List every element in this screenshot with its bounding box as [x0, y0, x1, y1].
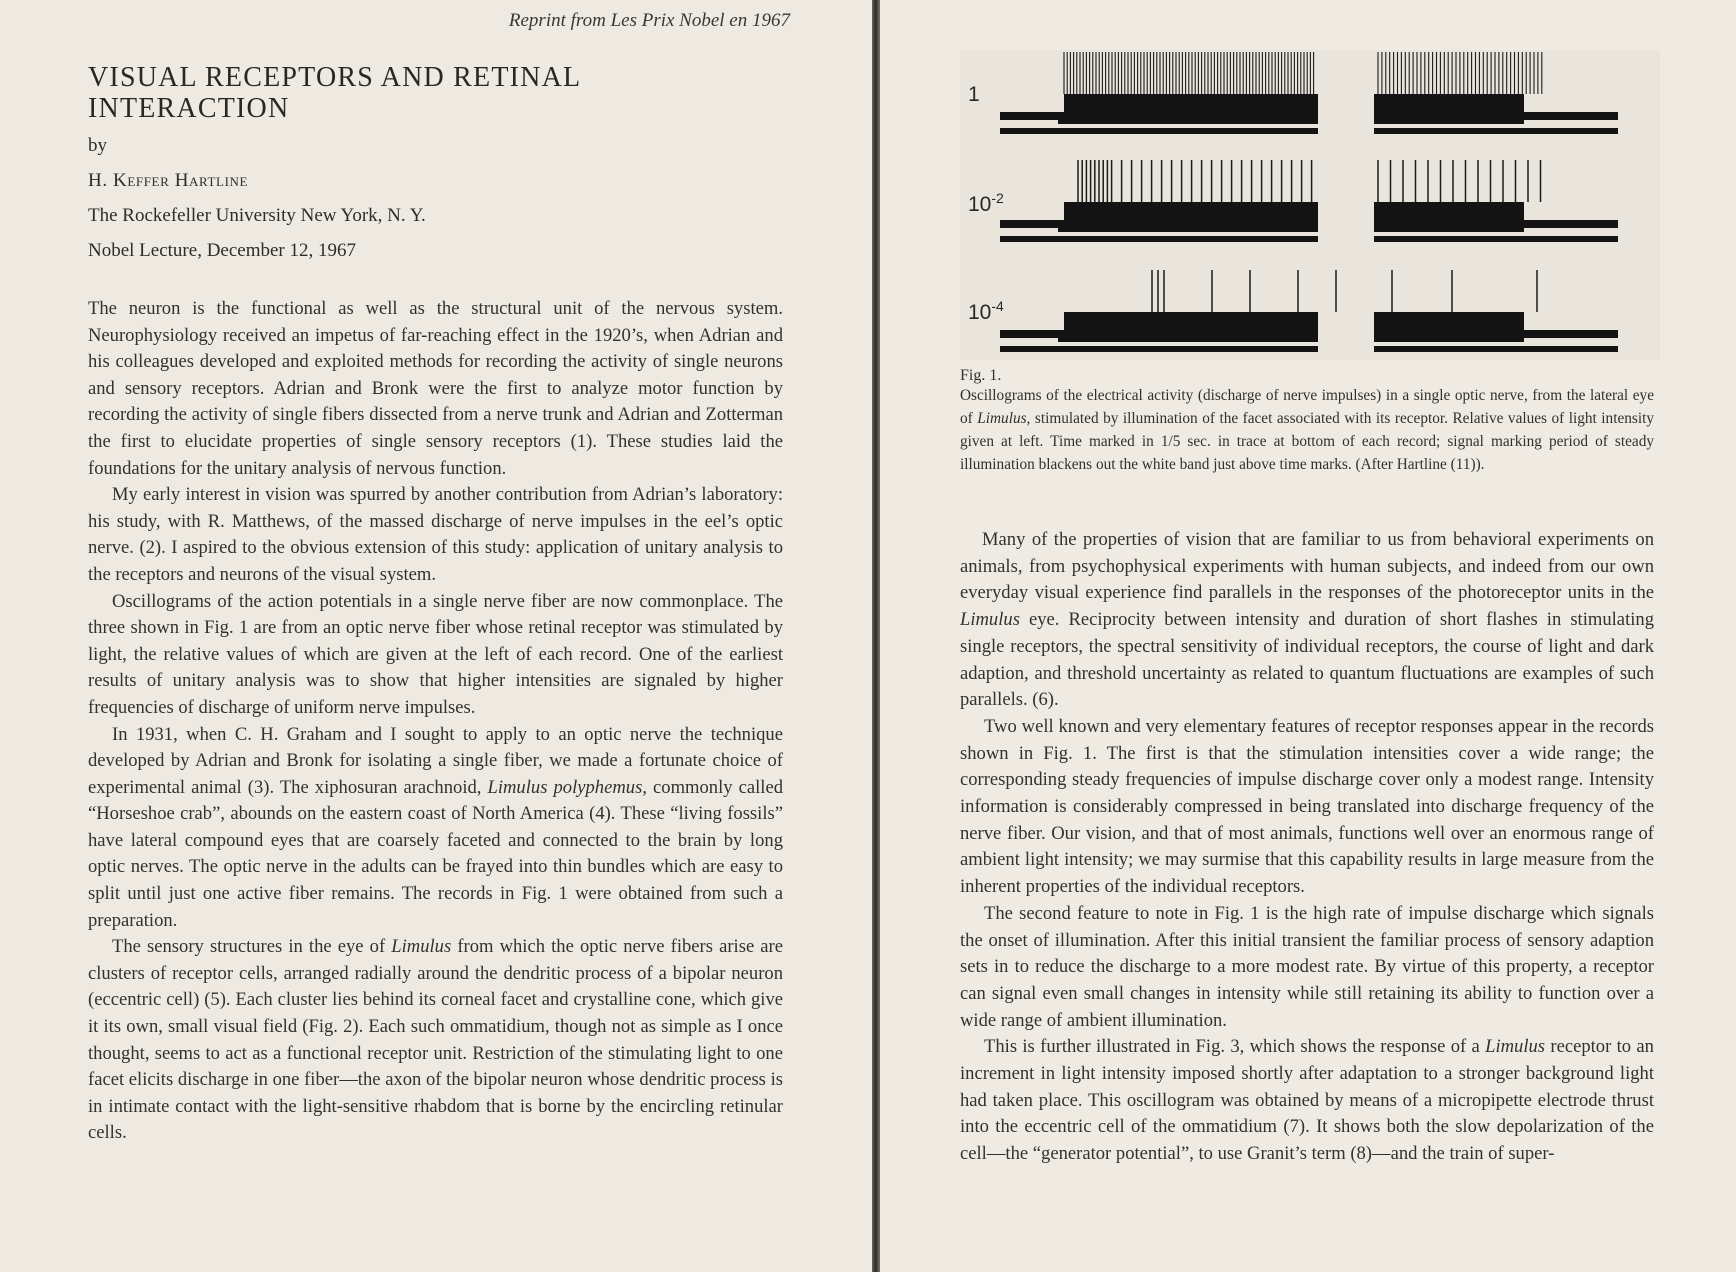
time-mark-band	[1000, 346, 1318, 352]
text-run: stimulated by illumination of the facet associated with its receptor. Relative values of light intensity given at left. Time marked in 1/5 sec. in trace at bottom of each record; signal marking period of steady illumination blackens out the white band just above time marks. (After Hartline (11)).	[960, 410, 1654, 473]
illumination-band	[1374, 312, 1524, 342]
time-mark-band	[1000, 128, 1318, 134]
gap-band	[1520, 338, 1618, 342]
paragraph: My early interest in vision was spurred by another contribution from Adrian’s laboratory: his study, with R. Matthews, of the massed discharge of nerve impulses in the eel’s optic nerve. (2). I aspired to the obvious extension of this study: application of unitary analysis to the receptors and neurons of the visual system.	[88, 484, 783, 585]
text-run: eye. Reciprocity between intensity and duration of short flashes in stimulating single receptors, the spectral sensitivity of individual receptors, the course of light and dark adaption, and threshold uncertainty as related to quantum fluctuations are examples of such parallels. (6).	[960, 609, 1654, 711]
oscillogram-figure	[960, 50, 1660, 360]
paragraph	[88, 722, 783, 935]
title-line-2: INTERACTION	[88, 93, 290, 124]
text-run: Oscillograms of the electrical activity (discharge of nerve impulses) in a single optic nerve, from the lateral eye of	[960, 387, 1654, 427]
oscillogram-traces	[960, 50, 1660, 360]
species-name: Limulus	[391, 936, 452, 958]
illumination-band	[1374, 202, 1524, 232]
species-name: Limulus	[960, 609, 1020, 631]
text-run: commonly called “Horseshoe crab”, abounds on the eastern coast of North America (4). These “living fossils” have lateral compound eyes that are coarsely faceted and connected to the brain by long optic nerves. The optic nerve in the adults can be frayed into thin bundles which are easy to split until just one active fiber remains. The records in Fig. 1 were obtained from such a preparation.	[88, 776, 784, 931]
paragraph: Two well known and very elementary features of receptor responses appear in the records shown in Fig. 1. The first is that the stimulation intensities cover a wide range; the corresponding steady frequencies of impulse discharge cover only a modest range. Intensity information is considerably compressed in being translated into discharge frequency of the nerve fiber. Our vision, and that of most animals, functions well over an enormous range of ambient light intensity; we may surmise that this capability results in large measure from the inherent properties of the individual receptors.	[960, 715, 1654, 898]
paragraph: The neuron is the functional as well as the structural unit of the nervous system. Neurophysiology received an impetus of far-reaching effect in the 1920’s, when Adrian and his colleagues developed and exploited methods for recording the activity of single neurons and sensory receptors. Adrian and Bronk were the first to analyze motor function by recording the activity of single fibers dissected from a nerve trunk and Adrian and Zotterman the first to elucidate properties of single sensory receptors (1). These studies laid the foundations for the unitary analysis of nervous function.	[88, 298, 783, 479]
label-base: 10	[968, 193, 992, 216]
right-body-text	[960, 527, 1654, 1168]
gap-band	[1520, 228, 1618, 232]
time-mark-band	[1374, 128, 1618, 134]
time-mark-band	[1374, 236, 1618, 242]
text-run: This is further illustrated in Fig. 3, which shows the response of a	[984, 1036, 1486, 1058]
paragraph	[88, 934, 783, 1147]
article-title	[88, 62, 788, 124]
time-mark-band	[1374, 346, 1618, 352]
book-gutter	[872, 0, 880, 1272]
time-mark-band	[1000, 236, 1318, 242]
text-run: The sensory structures in the eye of	[112, 936, 392, 958]
illumination-band	[1064, 202, 1318, 232]
figure-caption	[960, 384, 1654, 476]
left-body-text	[88, 296, 783, 1147]
label-base: 1	[968, 83, 980, 106]
illumination-band	[1374, 94, 1524, 124]
author-name: H. Keffer Hartline	[88, 170, 249, 191]
title-line-1: VISUAL RECEPTORS AND RETINAL	[88, 62, 582, 93]
text-run: receptor to an increment in light intensity imposed shortly after adaptation to a stronger background light had taken place. This oscillogram was obtained by means of a micropipette electrode thrust into the eccentric cell of the ommatidium (7). It shows both the slow depolarization of the cell—the “generator potential”, to use Granit’s term (8)—and the train of super-	[960, 1036, 1654, 1165]
reprint-header: Reprint from Les Prix Nobel en 1967	[508, 10, 790, 31]
paragraph	[960, 1034, 1654, 1168]
paragraph: Oscillograms of the action potentials in a single nerve fiber are now commonplace. The three shown in Fig. 1 are from an optic nerve fiber whose retinal receptor was stimulated by light, the relative values of which are given at the left of each record. One of the earliest results of unitary analysis was to show that higher intensities are signaled by higher frequencies of discharge of uniform nerve impulses.	[88, 590, 783, 718]
text-run: Many of the properties of vision that are familiar to us from behavioral experiments on animals, from psychophysical experiments with human subjects, and indeed from our own everyday visual experience find parallels in the responses of the photoreceptor units in the	[960, 529, 1654, 604]
paragraph: The second feature to note in Fig. 1 is the high rate of impulse discharge which signals the onset of illumination. After this initial transient the familiar process of sensory adaption sets in to reduce the discharge to a more modest rate. By virtue of this property, a receptor can signal even small changes in intensity while still retaining its ability to function over a wide range of ambient illumination.	[960, 902, 1654, 1031]
species-name: Limulus polyphemus,	[487, 776, 647, 798]
species-name: Limulus,	[977, 410, 1031, 427]
illumination-band	[1064, 312, 1318, 342]
text-run: In 1931, when C. H. Graham and I sought to apply to an optic nerve the technique developed by Adrian and Bronk for isolating a single fiber, we made a fortunate choice of experimental animal (3). The xiphosuran arachnoid,	[88, 723, 783, 798]
paragraph	[960, 527, 1654, 714]
label-exp: -2	[991, 190, 1004, 206]
lecture-date: Nobel Lecture, December 12, 1967	[88, 240, 357, 261]
intensity-label-1	[968, 80, 980, 107]
figure-number: Fig. 1.	[960, 367, 1002, 384]
affiliation: The Rockefeller University New York, N. Y.	[88, 205, 426, 226]
species-name: Limulus	[1485, 1036, 1546, 1058]
text-run: from which the optic nerve fibers arise are clusters of receptor cells, arranged radially around the dendritic process of a bipolar neuron (eccentric cell) (5). Each cluster lies behind its corneal facet and crystalline cone, which give it its own, small visual field (Fig. 2). Each such ommatidium, though not as simple as I once thought, seems to act as a functional receptor unit. Restriction of the stimulating light to one facet elicits discharge in one fiber—the axon of the bipolar neuron whose dendritic process is in intimate contact with the light-sensitive rhabdom that is borne by the encircling retinular cells.	[88, 936, 784, 1144]
gap-band	[1000, 120, 1058, 124]
gap-band	[1000, 338, 1058, 342]
label-exp: -4	[991, 298, 1004, 314]
gap-band	[1520, 120, 1618, 124]
illumination-band	[1064, 94, 1318, 124]
intensity-label-3	[968, 298, 1004, 325]
byline: by	[88, 135, 107, 156]
gap-band	[1000, 228, 1058, 232]
label-base: 10	[968, 301, 992, 324]
intensity-label-2	[968, 190, 1004, 217]
